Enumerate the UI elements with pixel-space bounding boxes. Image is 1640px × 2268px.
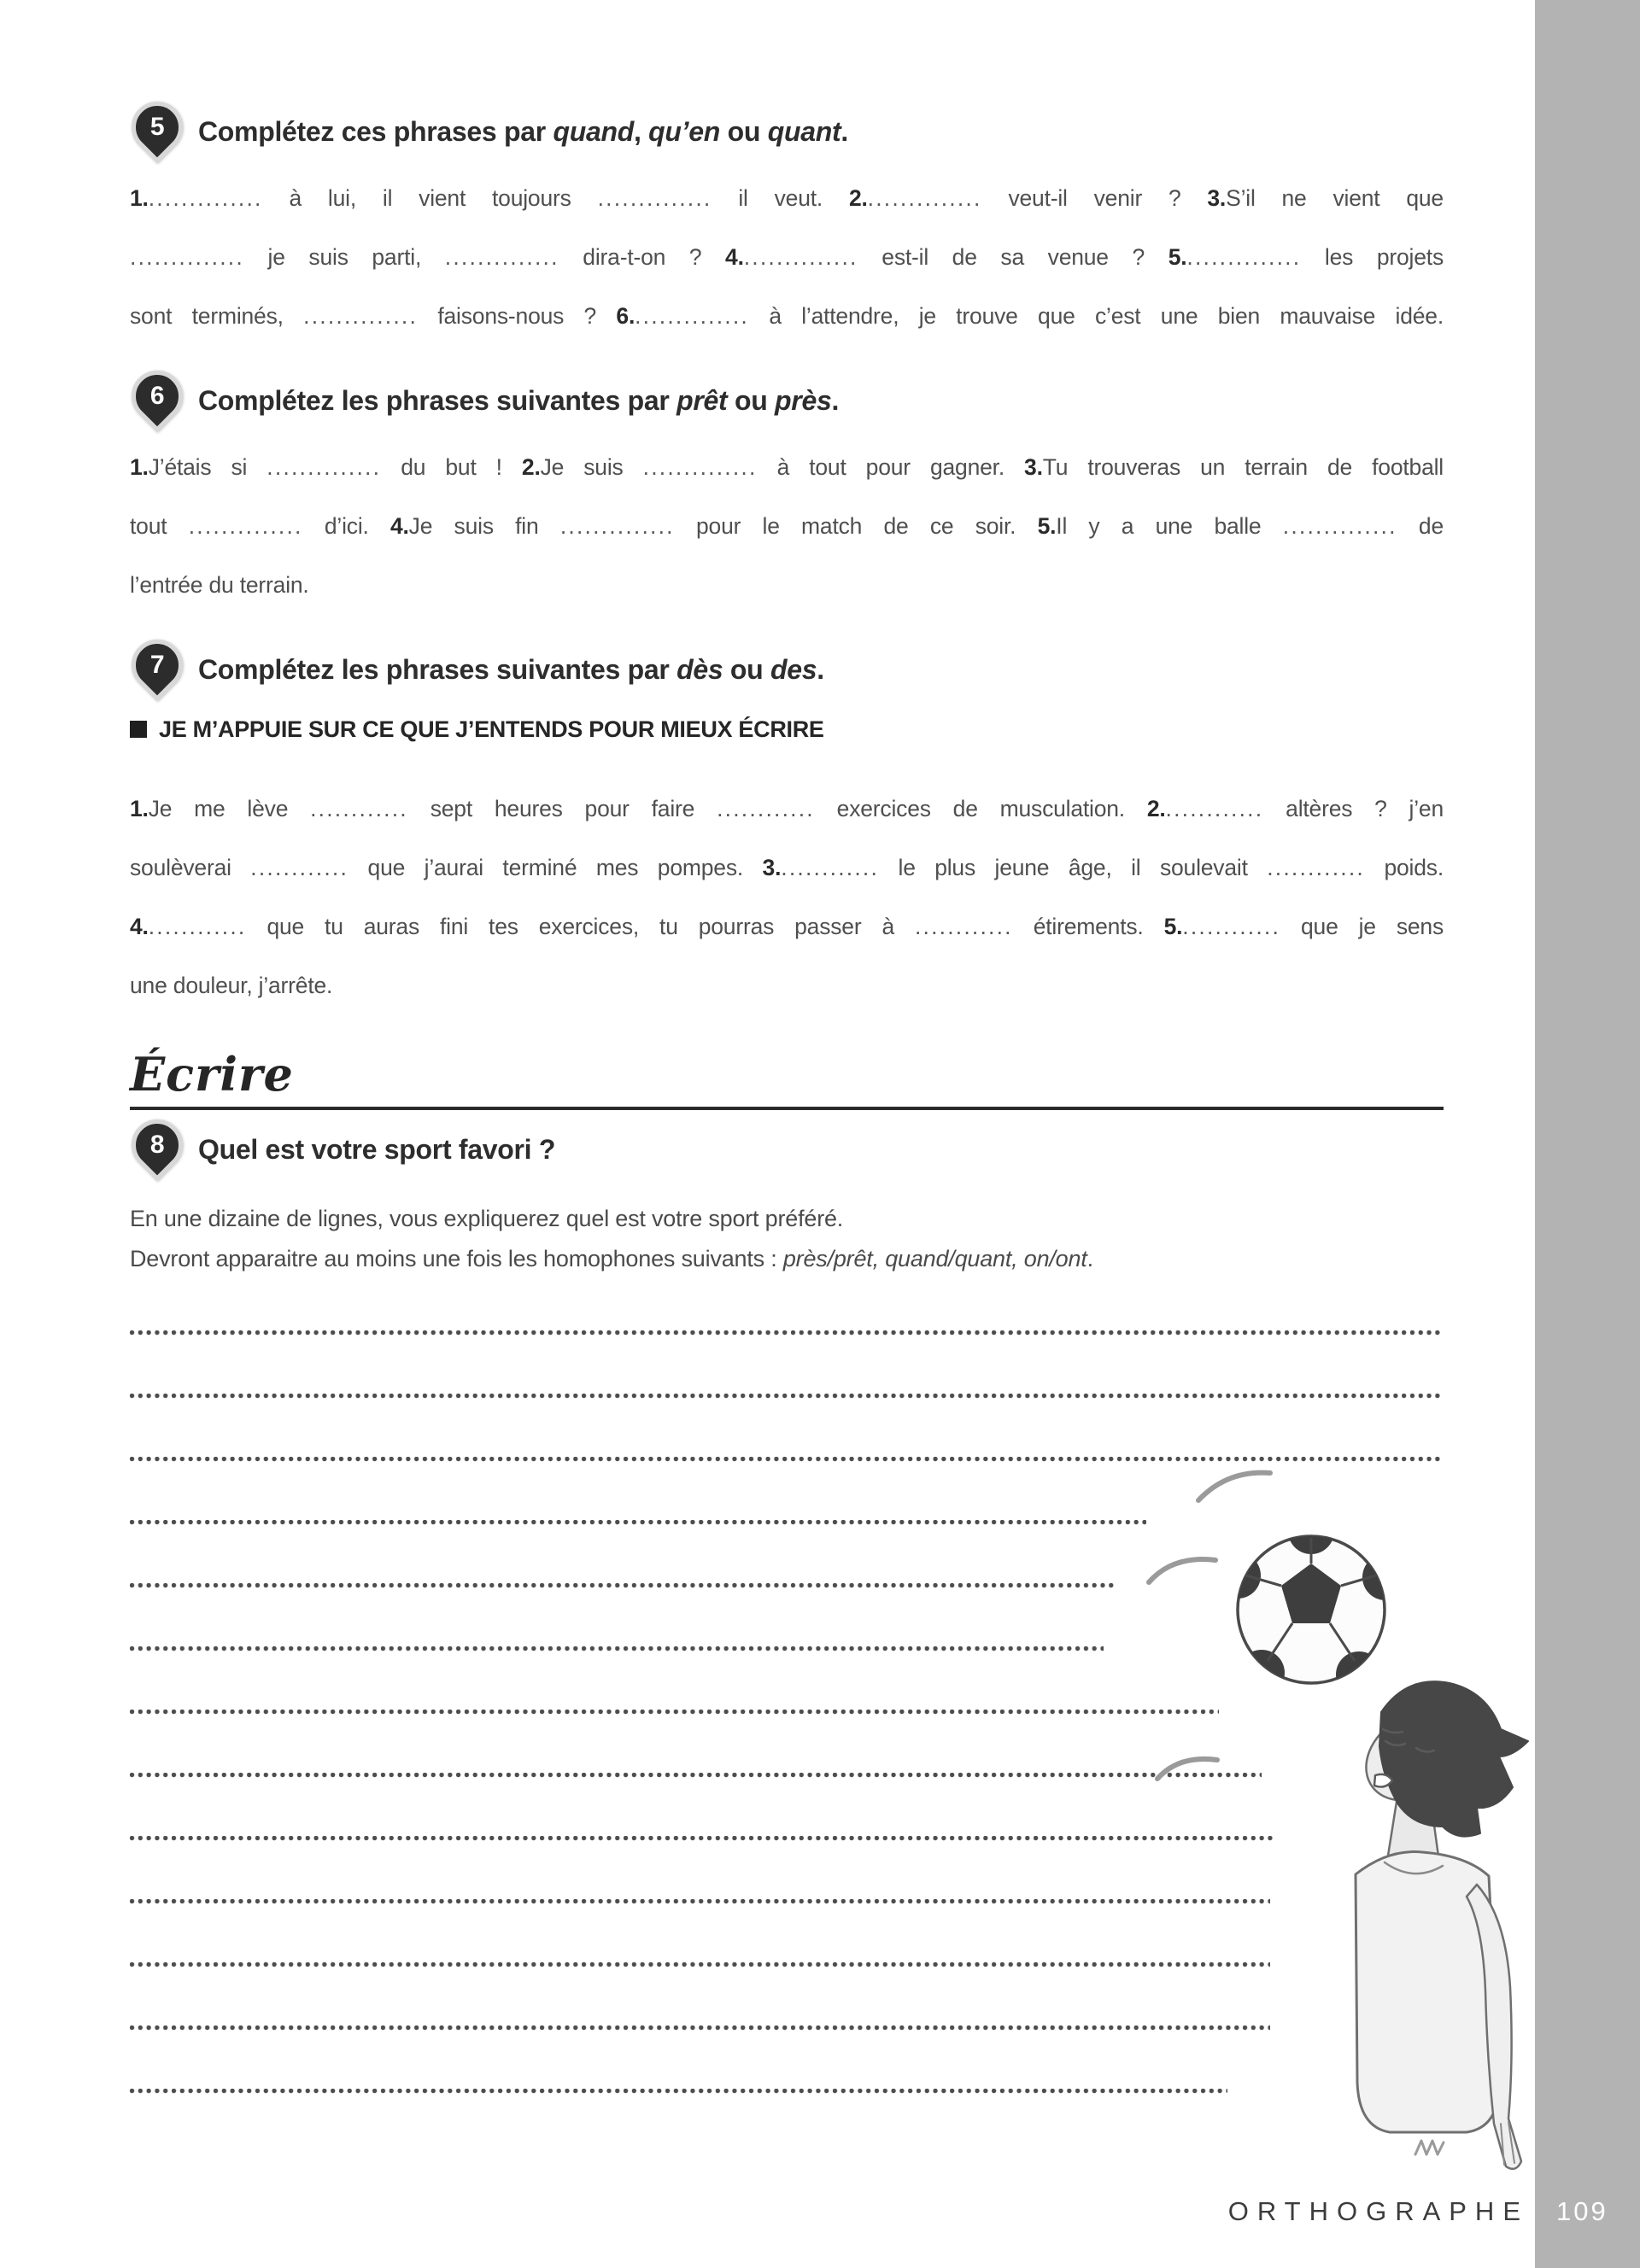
text-segment: dira-t-on ? (559, 244, 726, 270)
answer-blank: ............ (717, 796, 815, 821)
text-segment: 5. (1163, 914, 1183, 939)
text-segment: 1. (130, 454, 149, 480)
text-segment: qu’en (648, 115, 721, 147)
text-segment: 2. (1146, 796, 1166, 821)
answer-blank: ............ (781, 855, 880, 880)
text-segment: 2. (848, 185, 868, 211)
text-segment: à l’attendre, je trouve que c’est une bien mauvaise idée. (749, 303, 1444, 329)
text-segment: d’ici. (302, 513, 390, 539)
exercise-7 (130, 639, 1444, 1015)
text-segment: quant (767, 115, 841, 147)
answer-blank: .............. (303, 303, 419, 329)
answer-blank: ............ (1267, 855, 1365, 880)
text-segment: à tout pour gagner. (757, 454, 1025, 480)
text-line (130, 556, 1444, 615)
exercise-8-number: 8 (149, 1131, 165, 1159)
writing-line (130, 2089, 1227, 2152)
exercise-5-header (130, 101, 1444, 162)
writing-line (130, 1646, 1104, 1710)
answer-blank: .............. (188, 513, 303, 539)
text-segment: je suis parti, (243, 244, 445, 270)
text-segment: dès (676, 653, 723, 685)
footer-section-label: ORTHOGRAPHE (1227, 2196, 1529, 2226)
text-segment: 4. (725, 244, 744, 270)
text-segment: exercices de musculation. (814, 796, 1147, 821)
text-segment: près/prêt, quand/quant, on/ont (782, 1246, 1087, 1271)
text-segment: En une dizaine de lignes, vous expliquerez quel est votre sport préféré. (130, 1206, 844, 1231)
exercise-6 (130, 370, 1444, 615)
text-segment: 4. (130, 914, 149, 939)
exercise-6-number: 6 (149, 382, 165, 410)
writing-line (130, 1773, 1262, 1836)
text-segment: des (770, 653, 817, 685)
text-segment: Complétez les phrases suivantes par (198, 384, 677, 416)
soccer-ball-icon (1215, 1508, 1409, 1698)
writing-line (130, 1962, 1270, 2025)
writing-line (130, 1836, 1274, 1899)
text-segment: de (1397, 513, 1444, 539)
writing-line (130, 1899, 1270, 1962)
text-segment: 1. (130, 185, 149, 211)
answer-blank: ............ (914, 914, 1013, 939)
text-segment: Devront apparaitre au moins une fois les homophones suivants : (130, 1246, 783, 1271)
answer-blank: .............. (1186, 244, 1302, 270)
text-segment: il veut. (712, 185, 849, 211)
pin-badge-icon (121, 1109, 194, 1182)
text-segment: quand (553, 115, 634, 147)
pin-badge-icon (121, 629, 194, 702)
text-line (130, 287, 1444, 346)
text-segment: 2. (521, 454, 541, 480)
exercise-8 (130, 1119, 1444, 1279)
answer-blank: .............. (130, 244, 244, 270)
text-segment: . (840, 115, 848, 147)
text-segment: les projets (1301, 244, 1444, 270)
exercise-5-title (198, 116, 848, 148)
text-line (130, 497, 1444, 556)
text-segment: l’entrée du terrain. (130, 572, 309, 598)
exercise-6-text (130, 438, 1444, 615)
exercise-7-header (130, 639, 1444, 700)
text-segment: 3. (762, 855, 782, 880)
answer-blank: .............. (559, 513, 675, 539)
text-line (130, 228, 1444, 287)
exercise-6-header (130, 370, 1444, 431)
answer-blank: .............. (635, 303, 749, 329)
exercise-8-header (130, 1119, 1444, 1180)
text-segment: poids. (1365, 855, 1444, 880)
answer-blank: .............. (867, 185, 982, 211)
pin-badge-icon (121, 360, 194, 433)
text-segment: soulèverai (130, 855, 251, 880)
text-segment: Complétez ces phrases par (198, 115, 554, 147)
square-bullet-icon (130, 721, 147, 738)
text-segment: altères ? j’en (1263, 796, 1444, 821)
answer-blank: ............ (250, 855, 349, 880)
writing-line (130, 1583, 1116, 1646)
answer-blank: .............. (1282, 513, 1397, 539)
text-segment: . (1086, 1246, 1093, 1271)
exercise-8-title (198, 1134, 555, 1166)
exercise-5 (130, 101, 1444, 346)
answer-blank: ............ (148, 914, 247, 939)
boy-figure (1349, 1681, 1528, 2169)
text-segment: ou (723, 653, 771, 685)
answer-blank: .............. (148, 185, 263, 211)
text-segment: près (775, 384, 832, 416)
text-segment: prêt (676, 384, 728, 416)
text-line (130, 897, 1444, 956)
exercise-7-subheading (130, 714, 1444, 745)
answer-blank: .............. (743, 244, 858, 270)
text-line (130, 438, 1444, 497)
text-segment: Je suis (540, 454, 643, 480)
text-segment: que je sens (1280, 914, 1444, 939)
text-segment: J’étais si (148, 454, 267, 480)
text-segment: 3. (1207, 185, 1227, 211)
text-line (130, 1199, 1444, 1239)
text-segment: Complétez les phrases suivantes par (198, 653, 677, 685)
text-segment: que j’aurai terminé mes pompes. (348, 855, 763, 880)
page-number: 109 (1556, 2196, 1608, 2226)
text-segment: 5. (1037, 513, 1057, 539)
text-segment: S’il ne vient que (1226, 185, 1444, 211)
writing-line (130, 1330, 1444, 1394)
text-segment: . (831, 384, 840, 416)
exercise-7-number: 7 (149, 651, 165, 679)
ecrire-heading: Écrire (130, 1047, 294, 1102)
text-segment: le plus jeune âge, il soulevait (879, 855, 1268, 880)
ecrire-section-heading (130, 1042, 1444, 1110)
text-segment: ou (720, 115, 768, 147)
text-segment: sont terminés, (130, 303, 304, 329)
text-segment: Tu trouveras un terrain de football (1042, 454, 1444, 480)
text-segment: du but ! (381, 454, 522, 480)
answer-blank: .............. (642, 454, 758, 480)
text-segment: sept heures pour faire (407, 796, 718, 821)
text-segment: tout (130, 513, 189, 539)
text-segment: 3. (1024, 454, 1043, 480)
text-segment: 4. (390, 513, 409, 539)
answer-blank: ............ (1182, 914, 1281, 939)
text-segment: Quel est votre sport favori ? (198, 1133, 556, 1165)
text-line (130, 780, 1444, 839)
text-segment: 1. (130, 796, 149, 821)
text-segment: étirements. (1012, 914, 1164, 939)
writing-line (130, 2025, 1270, 2089)
exercise-5-number: 5 (149, 113, 165, 141)
text-segment: Il y a une balle (1056, 513, 1283, 539)
text-segment: à lui, il vient toujours (262, 185, 598, 211)
text-segment: 5. (1168, 244, 1187, 270)
text-segment: Je me lève (148, 796, 311, 821)
text-segment: que tu auras fini tes exercices, tu pourras passer à (246, 914, 915, 939)
text-segment: est-il de sa venue ? (858, 244, 1168, 270)
answer-blank: .............. (444, 244, 559, 270)
answer-blank: .............. (597, 185, 712, 211)
text-segment: . (817, 653, 824, 685)
text-segment: faisons-nous ? (418, 303, 617, 329)
text-line (130, 169, 1444, 228)
text-segment: , (633, 115, 649, 147)
text-line (130, 956, 1444, 1015)
text-segment: 6. (616, 303, 636, 329)
writing-line (130, 1520, 1146, 1583)
answer-blank: ............ (310, 796, 408, 821)
exercise-7-title (198, 654, 824, 686)
writing-line (130, 1710, 1219, 1773)
exercise-6-title (198, 385, 839, 417)
exercise-7-text (130, 780, 1444, 1015)
text-line (130, 1239, 1444, 1279)
text-line (130, 839, 1444, 897)
exercise-5-text (130, 169, 1444, 346)
text-segment: une douleur, j’arrête. (130, 973, 333, 998)
answer-blank: ............ (1165, 796, 1264, 821)
text-segment: Je suis fin (408, 513, 560, 539)
text-segment: pour le match de ce soir. (674, 513, 1038, 539)
subheading-label: JE M’APPUIE SUR CE QUE J’ENTENDS POUR MIEUX ÉCRIRE (159, 716, 824, 742)
answer-blank: .............. (266, 454, 382, 480)
exercise-8-instructions (130, 1199, 1444, 1279)
text-segment: ou (727, 384, 776, 416)
text-segment: veut-il venir ? (981, 185, 1208, 211)
pin-badge-icon (121, 91, 194, 164)
boy-heading-soccer-ball-illustration (1132, 1447, 1550, 2173)
sidebar-band (1535, 0, 1640, 2268)
